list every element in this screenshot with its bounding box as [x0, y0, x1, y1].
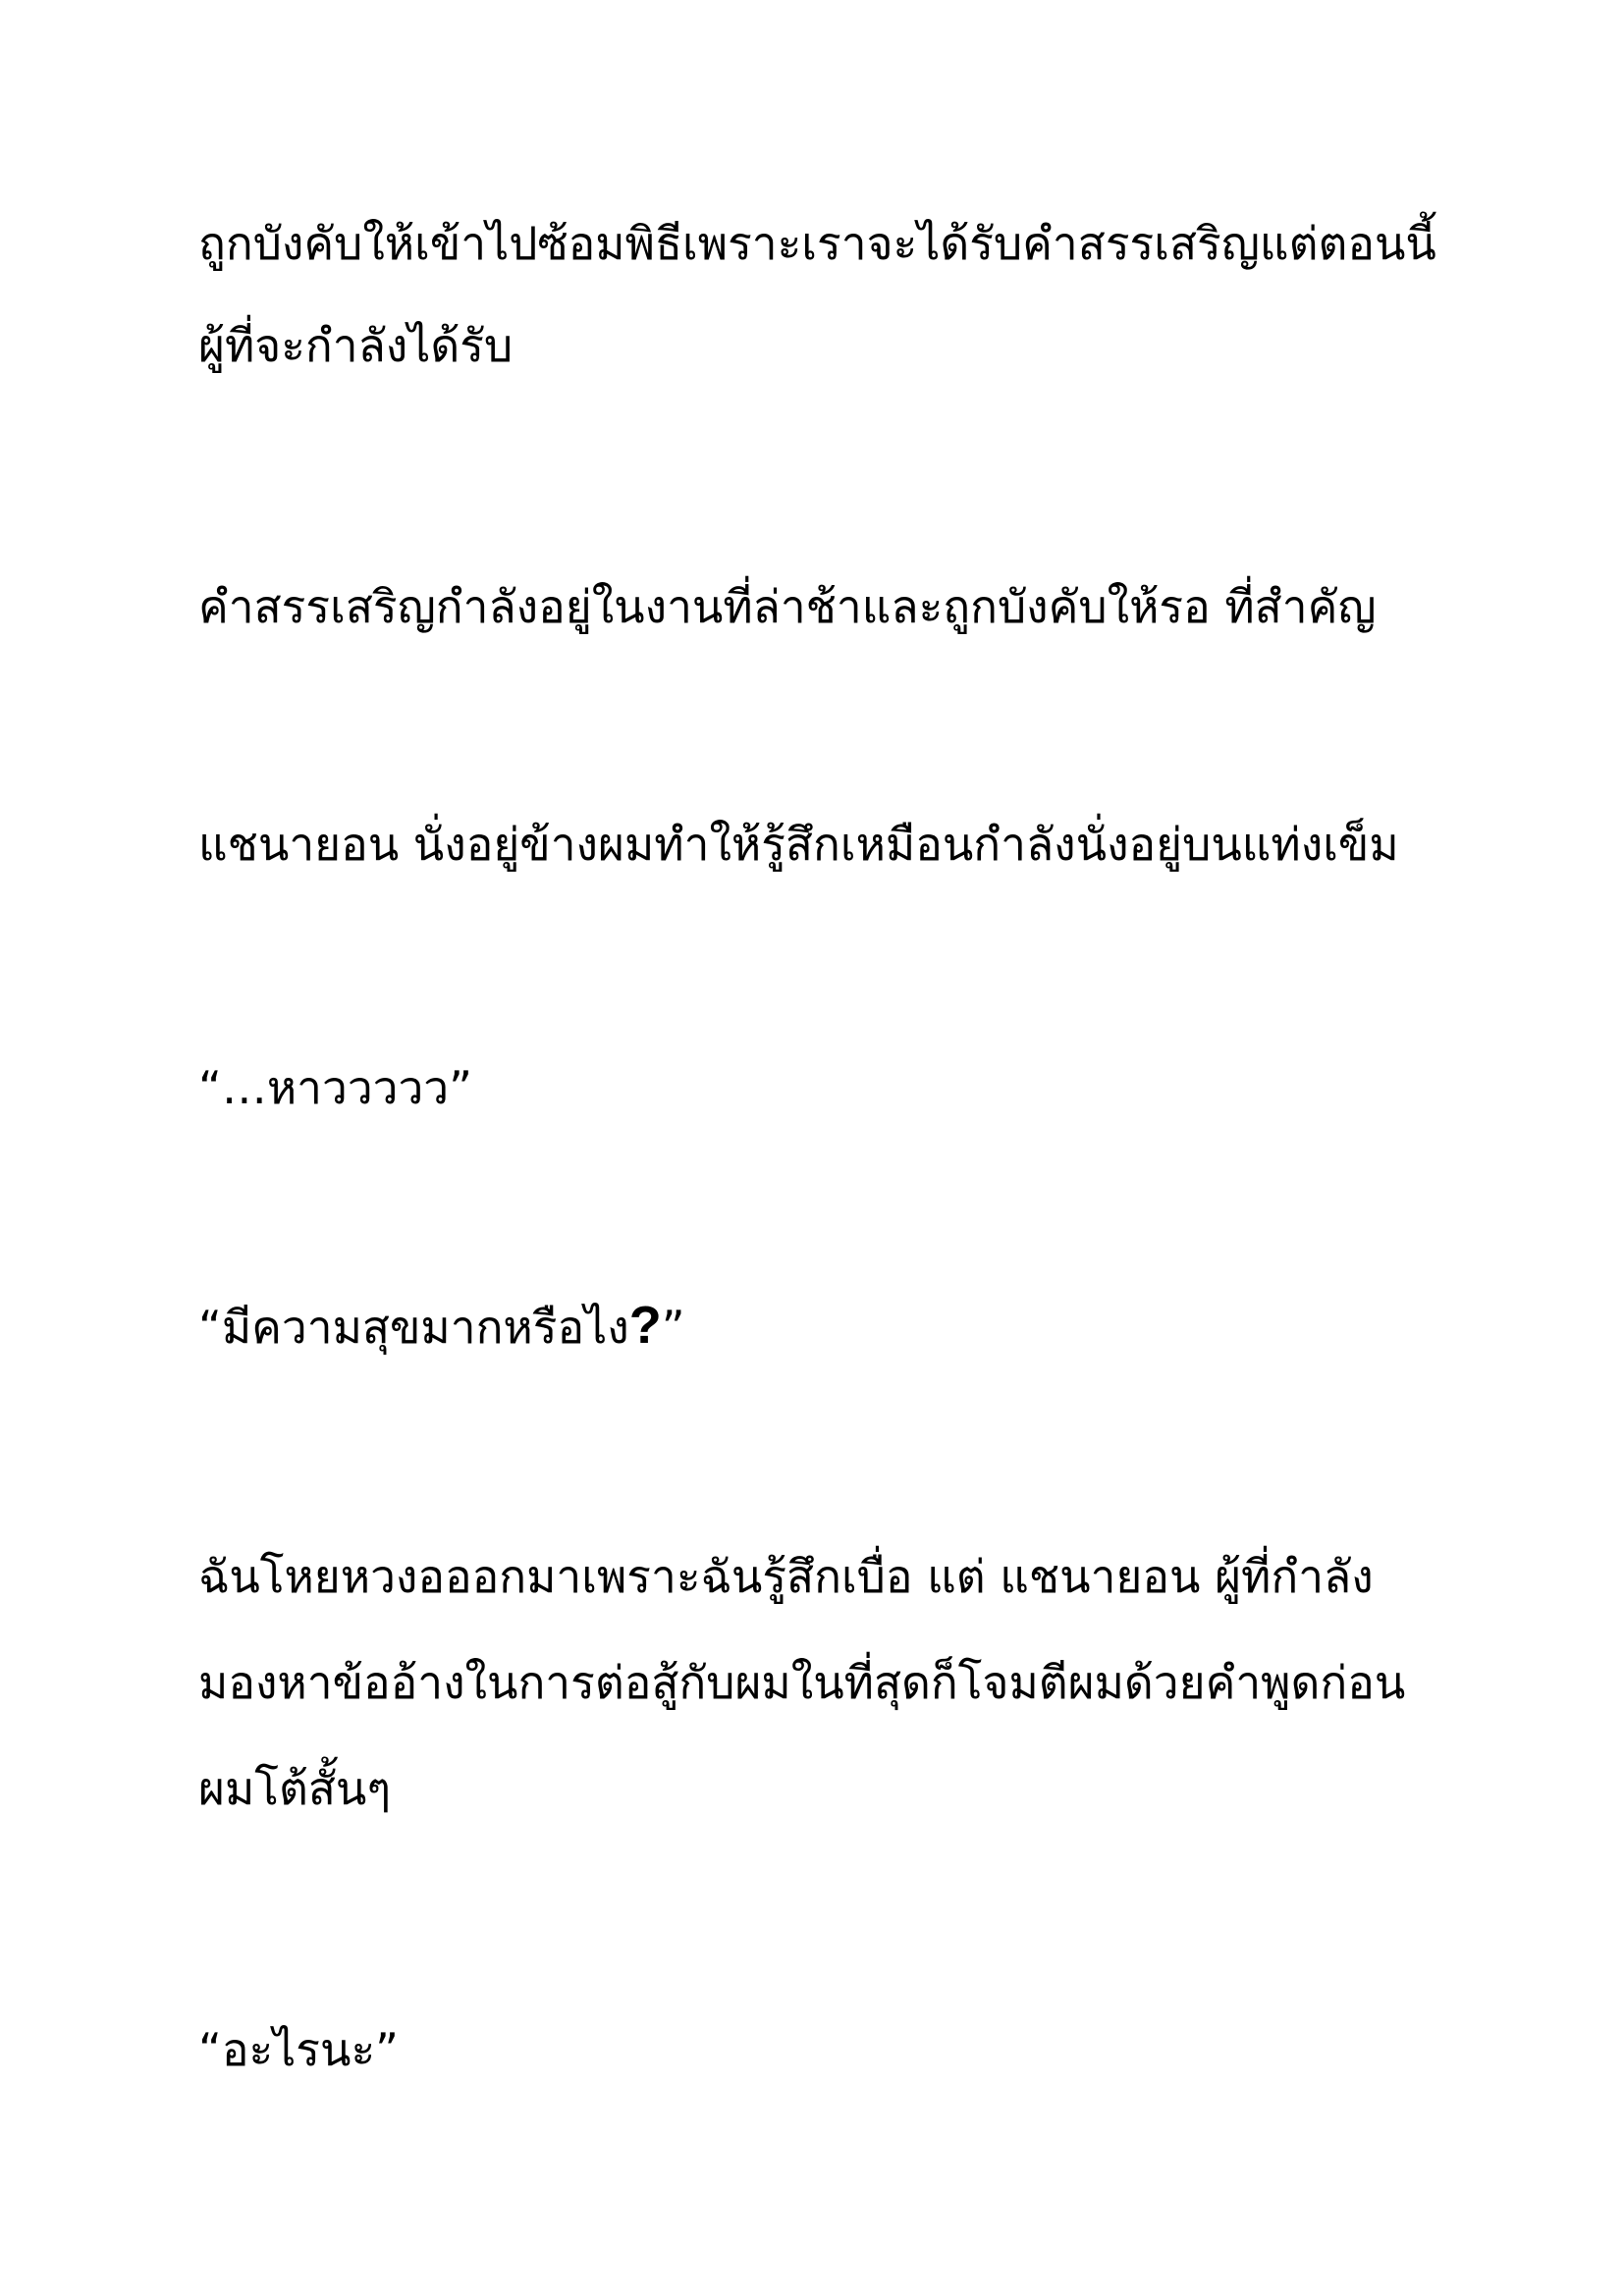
paragraph-1-line-1: ถูกบังคับให้เข้าไปซ้อมพิธีเพราะเราจะได้รับคำสรรเสริญแต่ตอนนี้: [198, 217, 1436, 270]
paragraph-6-line-1: ฉันโหยหวงอออกมาเพราะฉันรู้สึกเบื่อ แต่ แชนายอน ผู้ที่กำลัง: [198, 1550, 1374, 1603]
paragraph-4-line-1: “…หาววววว”: [198, 1061, 472, 1114]
closing-quote: ”: [661, 1301, 685, 1354]
paragraph-1-line-2: ผู้ที่จะกำลังได้รับ: [198, 319, 514, 372]
paragraph-5-text: “มีความสุขมากหรือไง: [198, 1301, 629, 1354]
question-mark: ?: [628, 1296, 662, 1355]
paragraph-3-line-1: แชนายอน นั่งอยู่ข้างผมทำให้รู้สึกเหมือนกำลังนั่งอยู่บนแท่งเข็ม: [198, 818, 1399, 871]
paragraph-5-line-1: [198, 1296, 685, 1357]
paragraph-6-line-2: มองหาข้ออ้างในการต่อสู้กับผมในที่สุดก็โจมตีผมด้วยคำพูดก่อน: [198, 1656, 1406, 1709]
paragraph-6-line-3: ผมโต้สั้นๆ: [198, 1762, 392, 1815]
paragraph-7-line-1: “อะไรนะ”: [198, 2023, 399, 2076]
paragraph-2-line-1: คำสรรเสริญกำลังอยู่ในงานที่ล่าช้าและถูกบังคับให้รอ ที่สำคัญ: [198, 580, 1377, 633]
